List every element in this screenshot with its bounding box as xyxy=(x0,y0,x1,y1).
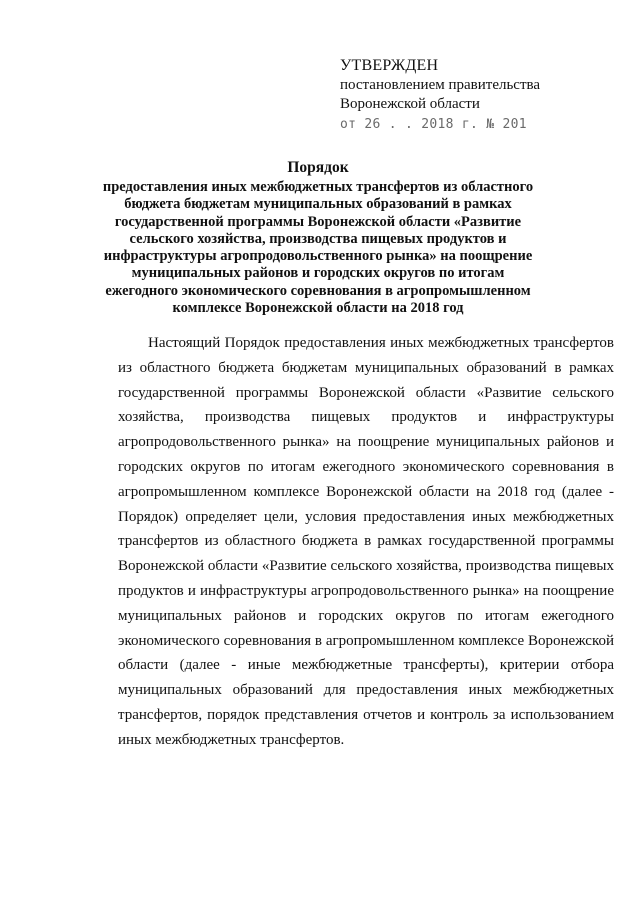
approval-block xyxy=(340,56,600,135)
approval-region-line: Воронежской области xyxy=(340,96,480,112)
approval-heading: УТВЕРЖДЕН xyxy=(340,57,439,74)
document-title xyxy=(98,158,538,317)
approval-date-number: от 26 . . 2018 г. № 201 xyxy=(340,117,527,132)
title-name: Порядок xyxy=(287,159,349,176)
approval-decree-line: постановлением правительства xyxy=(340,77,541,93)
title-subtitle: предоставления иных межбюджетных трансфертов из областного бюджета бюджетам муниципальных образований в рамках государственной программы Воронежской области «Развитие сельского хозяйства, производства пищевых продуктов и инфраструктуры агропродовольственного рынка» на поощрение муниципальных районов и городских округов по итогам ежегодного экономического соревнования в агропромышленном комплексе Воронежской области на 2018 год xyxy=(102,179,534,317)
body-paragraph: Настоящий Порядок предоставления иных межбюджетных трансфертов из областного бюджета бюджетам муниципальных образований в рамках государственной программы Воронежской области «Развитие сельского хозяйства, производства пищевых продуктов и инфраструктуры агропродовольственного рынка» на поощрение муниципальных районов и городских округов по итогам ежегодного экономического соревнования в агропромышленном комплексе Воронежской области на 2018 год (далее - Порядок) определяет цели, условия предоставления иных межбюджетных трансфертов из областного бюджета в рамках государственной программы Воронежской области «Развитие сельского хозяйства, производства пищевых продуктов и инфраструктуры агропродовольственного рынка» на поощрение муниципальных районов и городских округов по итогам ежегодного экономического соревнования в агропромышленном комплексе Воронежской области (далее - иные межбюджетные трансферты), критерии отбора муниципальных образований для предоставления иных межбюджетных трансфертов, порядок представления отчетов и контроль за использованием иных межбюджетных трансфертов. xyxy=(118,335,614,748)
